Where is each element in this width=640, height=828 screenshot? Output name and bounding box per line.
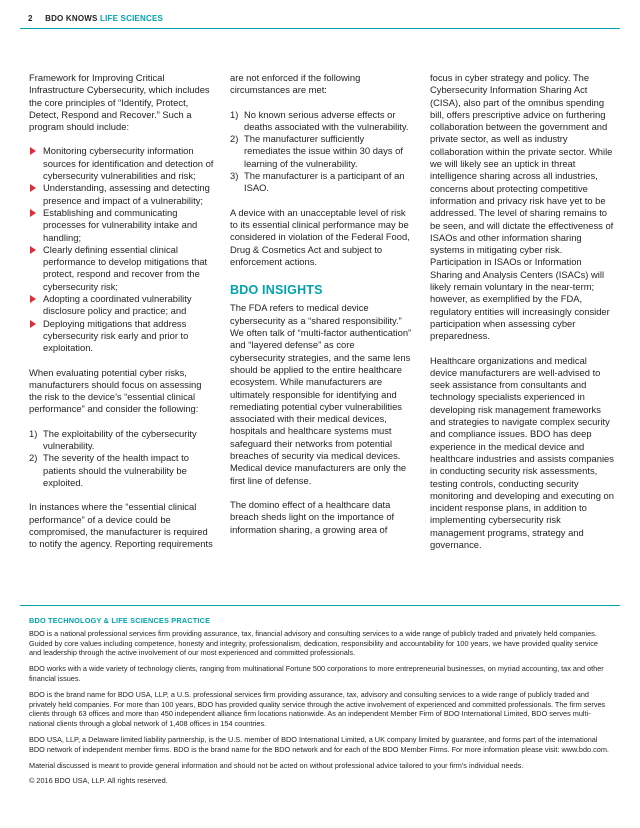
col3-para2: Healthcare organizations and medical device manufacturers are well-advised to seek assistance from consultants and technology specialists experienced in developing risk management frameworks and strategies to navigate complex security and compliance issues. BDO has deep experience in the medical device and healthcare industries and assists companies in conducting security risk assessments, testing controls, conducting security monitoring and developing and executing on incident response plans, in addition to implementing cybersecurity risk management programs, strategy and governance. — [430, 354, 614, 550]
column-3 — [430, 72, 614, 563]
col1-para3: In instances where the “essential clinical performance” of a device could be compromised, the manufacturer is required to notify the agency. Reporting requirements — [29, 501, 213, 550]
item-text: The manufacturer sufficiently remediates the issue within 30 days of learning of the vulnerability. — [244, 133, 403, 169]
bullet-item: Understanding, assessing and detecting presence and impact of a vulnerability; — [29, 182, 214, 207]
numbered-item — [29, 452, 214, 489]
bullet-item: Establishing and communicating processes for vulnerability intake and handling; — [29, 207, 214, 244]
bullet-item: Monitoring cybersecurity information sources for identification and detection of cybersecurity vulnerabilities and risk; — [29, 145, 214, 182]
footer — [29, 616, 611, 792]
item-number: 1) — [29, 427, 38, 439]
item-text: The exploitability of the cybersecurity vulnerability. — [43, 427, 197, 452]
col2-para3: The FDA refers to medical device cybersecurity as a “shared responsibility.” We often talk of “multi-factor authentication” and “layered defense” as core cybersecurity strategies, and the same lens should be applied to the entire healthcare ecosystem. While manufacturers are ultimately responsible for identifying and remediating potential cyber vulnerabilities associated with their medical devices, hospitals and healthcare systems must safeguard their networks from potential breaches of security via medical devices. Medical device manufacturers are only the first line of defense. — [230, 302, 412, 486]
numbered-item — [29, 428, 214, 453]
item-text: The severity of the health impact to patients should the vulnerability be exploited. — [43, 452, 189, 488]
header-label: BDO KNOWS — [45, 14, 98, 23]
page-number: 2 — [28, 14, 33, 23]
column-1 — [29, 72, 214, 562]
col3-para1: focus in cyber strategy and policy. The Cybersecurity Information Sharing Act (CISA), also part of the omnibus spending bill, offers prescriptive advice on furthering collaboration between the government and private sector, as well as industry collaboration within the private sector. While we will likely see an uptick in threat intelligence sharing across all industries, concerns about protecting competitive information and privacy risk have yet to be addressed. The level of sharing remains to be seen, and will dictate the effectiveness of ISAOs and other information sharing systems in mitigating cyber risk. Participation in ISAOs or Information Sharing and Analysis Centers (ISACs) will likely remain voluntary in the near-term; however, as exemplified by the FDA, regulatory entities will increasingly consider participation when assessing cyber preparedness. — [430, 72, 614, 342]
item-number: 2) — [230, 133, 239, 145]
footer-para: BDO works with a wide variety of technology clients, ranging from multinational Fortune 500 corporations to more entrepreneurial businesses, on myriad accounting, tax and other financial issues. — [29, 664, 604, 683]
footer-para: BDO is the brand name for BDO USA, LLP, a U.S. professional services firm providing assurance, tax, advisory and consulting services to a wide range of publicly traded and privately held companies. For more than 100 years, BDO has provided quality service through the active involvement of experienced and committed professionals. The firm serves clients through 63 offices and more than 450 independent alliance firm locations nationwide. As an independent Member Firm of BDO International Limited, BDO serves multi-national clients through a global network of 1,408 offices in 154 countries. — [29, 689, 606, 729]
header-accent: LIFE SCIENCES — [100, 14, 164, 23]
column-2 — [230, 72, 412, 548]
numbered-item — [230, 133, 412, 170]
col2-para2: A device with an unacceptable level of risk to its essential clinical performance may be considered in violation of the Federal Food, Drug & Cosmetics Act and subject to enforcement actions. — [230, 206, 410, 267]
footer-rule — [20, 605, 620, 606]
program-bullet-list — [29, 145, 214, 354]
item-text: The manufacturer is a participant of an ISAO. — [244, 170, 405, 194]
col1-para2: When evaluating potential cyber risks, manufacturers should focus on assessing the risk to the device’s “essential clinical performance” and consider the following: — [29, 366, 202, 415]
running-header — [28, 14, 163, 23]
footer-para: BDO USA, LLP, a Delaware limited liability partnership, is the U.S. member of BDO International Limited, a UK company limited by guarantee, and forms part of the international BDO network of independent member firms. BDO is the brand name for the BDO network and for each of the BDO Member Firms. For more information please visit: www.bdo.com. — [29, 734, 609, 754]
footer-para: BDO is a national professional services firm providing assurance, tax, financial advisory and consulting services to a wide range of publicly traded and privately held companies. Guided by core values including competence, honesty and integrity, professionalism, dedication, responsibility and accountability for 100 years, we have provided quality service and leadership through the active involvement of our most experienced and committed professionals. — [29, 628, 598, 658]
col1-intro: Framework for Improving Critical Infrastructure Cybersecurity, which includes the core principles of “Identify, Protect, Detect, Respond and Recover.” Such a program should include: — [29, 72, 210, 133]
header-rule — [20, 28, 620, 29]
item-number: 2) — [29, 452, 38, 464]
col2-para4: The domino effect of a healthcare data breach sheds light on the importance of information sharing, a growing area of — [230, 498, 395, 535]
numbered-item — [230, 170, 412, 195]
bullet-item: Deploying mitigations that address cybersecurity risk early and prior to exploitation. — [29, 318, 214, 355]
footer-heading: BDO TECHNOLOGY & LIFE SCIENCES PRACTICE — [29, 616, 211, 625]
item-number: 1) — [230, 108, 239, 120]
circumstances-list — [230, 109, 412, 195]
item-number: 3) — [230, 170, 239, 182]
numbered-item — [230, 109, 412, 134]
item-text: No known serious adverse effects or deaths associated with the vulnerability. — [244, 108, 409, 132]
footer-para: Material discussed is meant to provide general information and should not be acted on without professional advice tailored to your firm’s individual needs. — [29, 760, 524, 770]
risk-factor-list — [29, 428, 214, 489]
copyright: © 2016 BDO USA, LLP. All rights reserved. — [29, 776, 168, 786]
col2-intro: are not enforced if the following circumstances are met: — [230, 72, 361, 96]
bullet-item: Adopting a coordinated vulnerability disclosure policy and practice; and — [29, 293, 214, 318]
insights-heading: BDO INSIGHTS — [230, 283, 323, 298]
bullet-item: Clearly defining essential clinical performance to develop mitigations that protect, respond and recover from the cybersecurity risk; — [29, 244, 214, 293]
